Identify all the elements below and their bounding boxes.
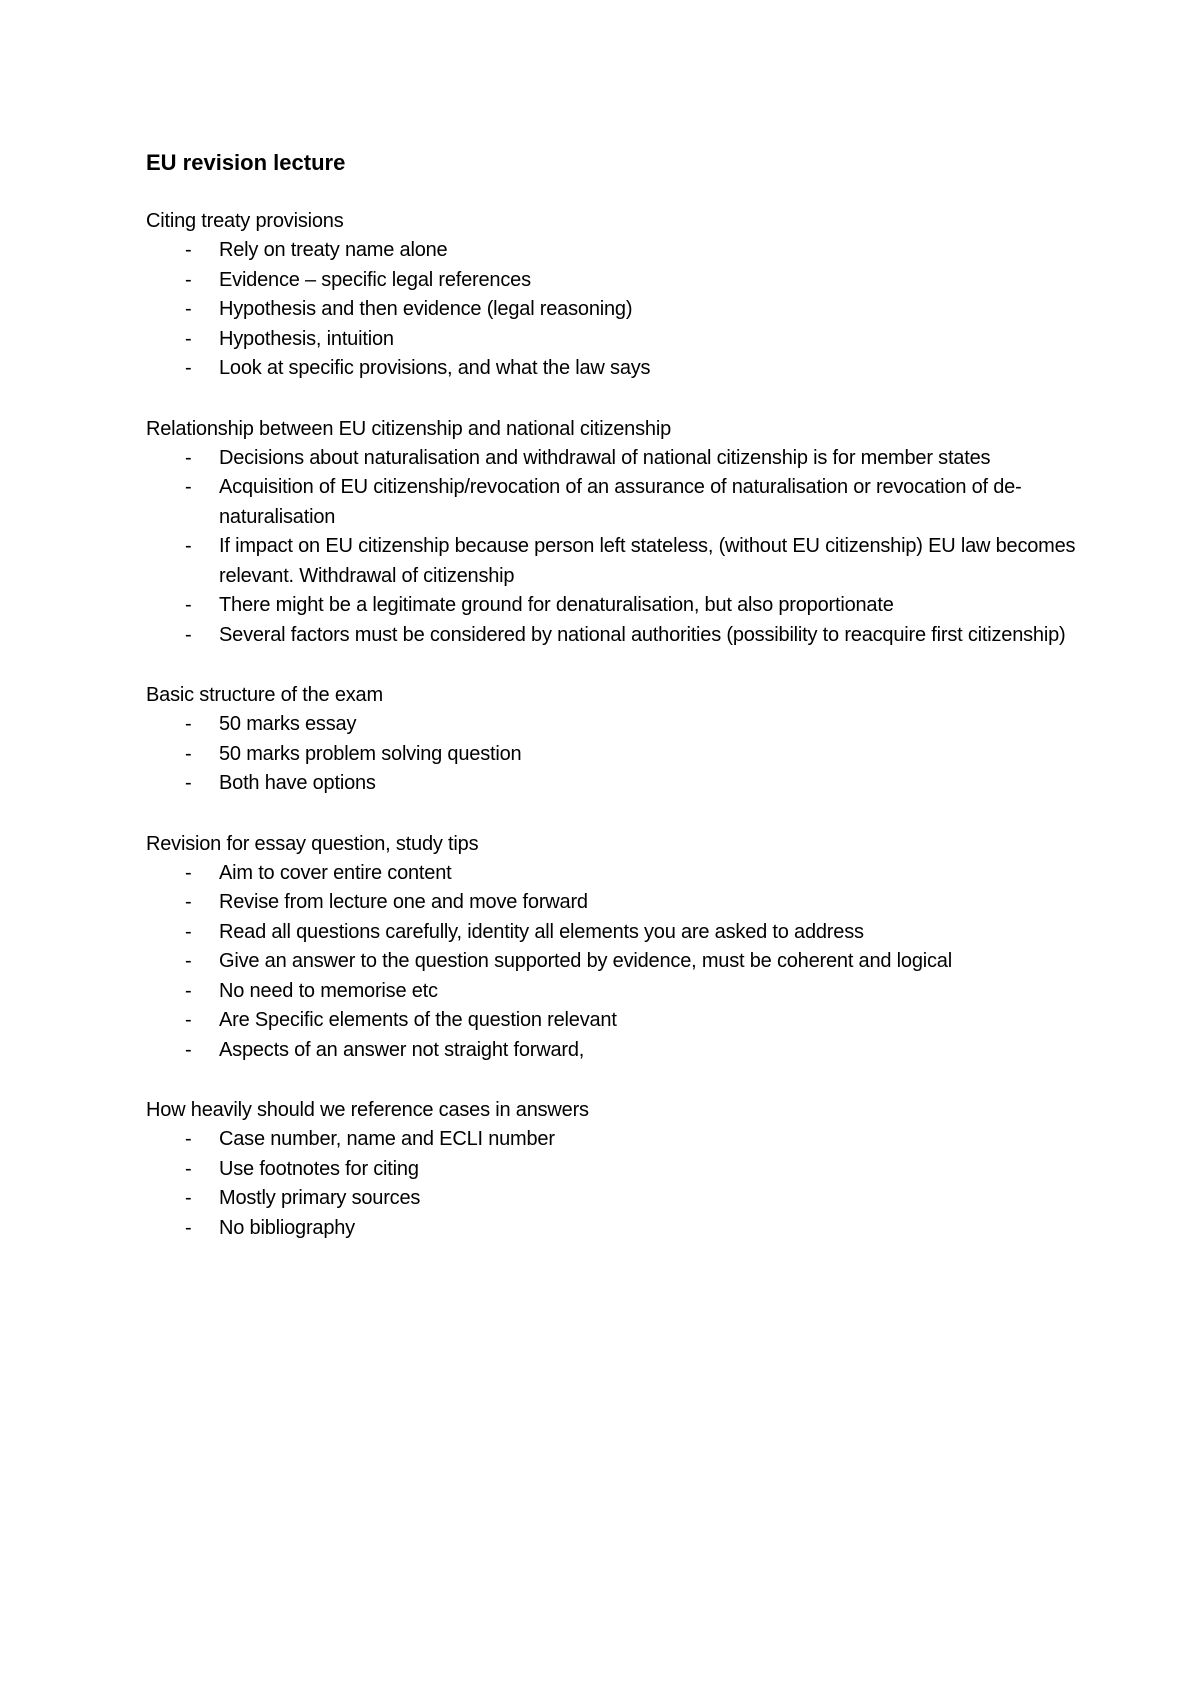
list-item-text: Both have options: [219, 772, 376, 794]
document-sections: [146, 206, 1086, 1243]
section-heading: How heavily should we reference cases in answers: [146, 1099, 589, 1121]
list-item-text: There might be a legitimate ground for denaturalisation, but also proportionate: [219, 594, 894, 616]
list-item-text: Several factors must be considered by national authorities (possibility to reacquire first citizenship): [219, 623, 1066, 646]
list-item: [146, 532, 1086, 591]
section-4: [146, 1095, 1086, 1243]
bullet-list: [146, 1125, 1086, 1243]
list-item: [146, 1125, 1086, 1155]
dash-bullet-icon: -: [185, 950, 192, 972]
list-item-text: Hypothesis, intuition: [219, 327, 394, 350]
list-item: [146, 295, 1086, 325]
dash-bullet-icon: -: [185, 1009, 192, 1031]
list-item-text: 50 marks problem solving question: [219, 742, 522, 765]
list-item-text: Use footnotes for citing: [219, 1157, 419, 1180]
list-item: [146, 236, 1086, 266]
dash-bullet-icon: -: [185, 1216, 192, 1239]
list-item-text: Mostly primary sources: [219, 1187, 421, 1209]
list-item-text: If impact on EU citizenship because person left stateless, (without EU citizenship) EU law becomes relevant. Withdrawal of citizenship: [219, 535, 1076, 587]
list-item-text: Case number, name and ECLI number: [219, 1128, 555, 1150]
list-item: [146, 325, 1086, 355]
bullet-list: [146, 710, 1086, 799]
list-item: [146, 266, 1086, 296]
list-item: [146, 621, 1086, 651]
list-item: [146, 740, 1086, 770]
dash-bullet-icon: -: [185, 772, 192, 794]
document-page: [146, 146, 1086, 1273]
bullet-list: [146, 859, 1086, 1066]
dash-bullet-icon: -: [185, 1128, 192, 1150]
list-item: [146, 769, 1086, 799]
dash-bullet-icon: -: [185, 594, 192, 616]
dash-bullet-icon: -: [185, 357, 192, 379]
list-item-text: Decisions about naturalisation and withdrawal of national citizenship is for member states: [219, 446, 991, 469]
list-item-text: Give an answer to the question supported by evidence, must be coherent and logical: [219, 950, 952, 972]
list-item-text: No need to memorise etc: [219, 979, 438, 1002]
list-item-text: Evidence – specific legal references: [219, 268, 531, 291]
list-item-text: No bibliography: [219, 1216, 355, 1239]
list-item: [146, 1155, 1086, 1185]
dash-bullet-icon: -: [185, 446, 192, 469]
list-item-text: Revise from lecture one and move forward: [219, 891, 588, 913]
list-item: [146, 591, 1086, 621]
bullet-list: [146, 236, 1086, 384]
list-item-text: Read all questions carefully, identity all elements you are asked to address: [219, 920, 864, 943]
list-item: [146, 1184, 1086, 1214]
dash-bullet-icon: -: [185, 327, 192, 350]
dash-bullet-icon: -: [185, 239, 192, 261]
section-0: [146, 206, 1086, 384]
section-heading: Relationship between EU citizenship and national citizenship: [146, 417, 671, 440]
dash-bullet-icon: -: [185, 268, 192, 291]
list-item: [146, 444, 1086, 474]
dash-bullet-icon: -: [185, 623, 192, 646]
list-item: [146, 1214, 1086, 1244]
list-item: [146, 888, 1086, 918]
list-item: [146, 1006, 1086, 1036]
dash-bullet-icon: -: [185, 535, 192, 557]
dash-bullet-icon: -: [185, 298, 192, 320]
list-item: [146, 710, 1086, 740]
section-heading: Citing treaty provisions: [146, 210, 344, 232]
list-item-text: Hypothesis and then evidence (legal reasoning): [219, 298, 633, 320]
list-item-text: Rely on treaty name alone: [219, 239, 448, 261]
list-item: [146, 354, 1086, 384]
list-item-text: 50 marks essay: [219, 713, 357, 735]
section-heading: Revision for essay question, study tips: [146, 832, 479, 855]
list-item-text: Look at specific provisions, and what the law says: [219, 357, 651, 379]
dash-bullet-icon: -: [185, 476, 192, 498]
list-item-text: Aim to cover entire content: [219, 861, 452, 884]
list-item-text: Aspects of an answer not straight forward,: [219, 1038, 585, 1061]
section-2: [146, 680, 1086, 799]
dash-bullet-icon: -: [185, 1038, 192, 1061]
dash-bullet-icon: -: [185, 920, 192, 943]
dash-bullet-icon: -: [185, 1157, 192, 1180]
list-item: [146, 947, 1086, 977]
list-item: [146, 918, 1086, 948]
section-1: [146, 414, 1086, 651]
bullet-list: [146, 444, 1086, 651]
dash-bullet-icon: -: [185, 861, 192, 884]
list-item-text: Are Specific elements of the question relevant: [219, 1009, 617, 1031]
list-item: [146, 473, 1086, 532]
section-3: [146, 829, 1086, 1066]
list-item-text: Acquisition of EU citizenship/revocation of an assurance of naturalisation or revocation of de-naturalisation: [219, 476, 1022, 528]
dash-bullet-icon: -: [185, 1187, 192, 1209]
section-heading: Basic structure of the exam: [146, 684, 383, 706]
dash-bullet-icon: -: [185, 891, 192, 913]
dash-bullet-icon: -: [185, 742, 192, 765]
list-item: [146, 859, 1086, 889]
list-item: [146, 1036, 1086, 1066]
dash-bullet-icon: -: [185, 713, 192, 735]
dash-bullet-icon: -: [185, 979, 192, 1002]
list-item: [146, 977, 1086, 1007]
document-title: EU revision lecture: [146, 150, 346, 175]
